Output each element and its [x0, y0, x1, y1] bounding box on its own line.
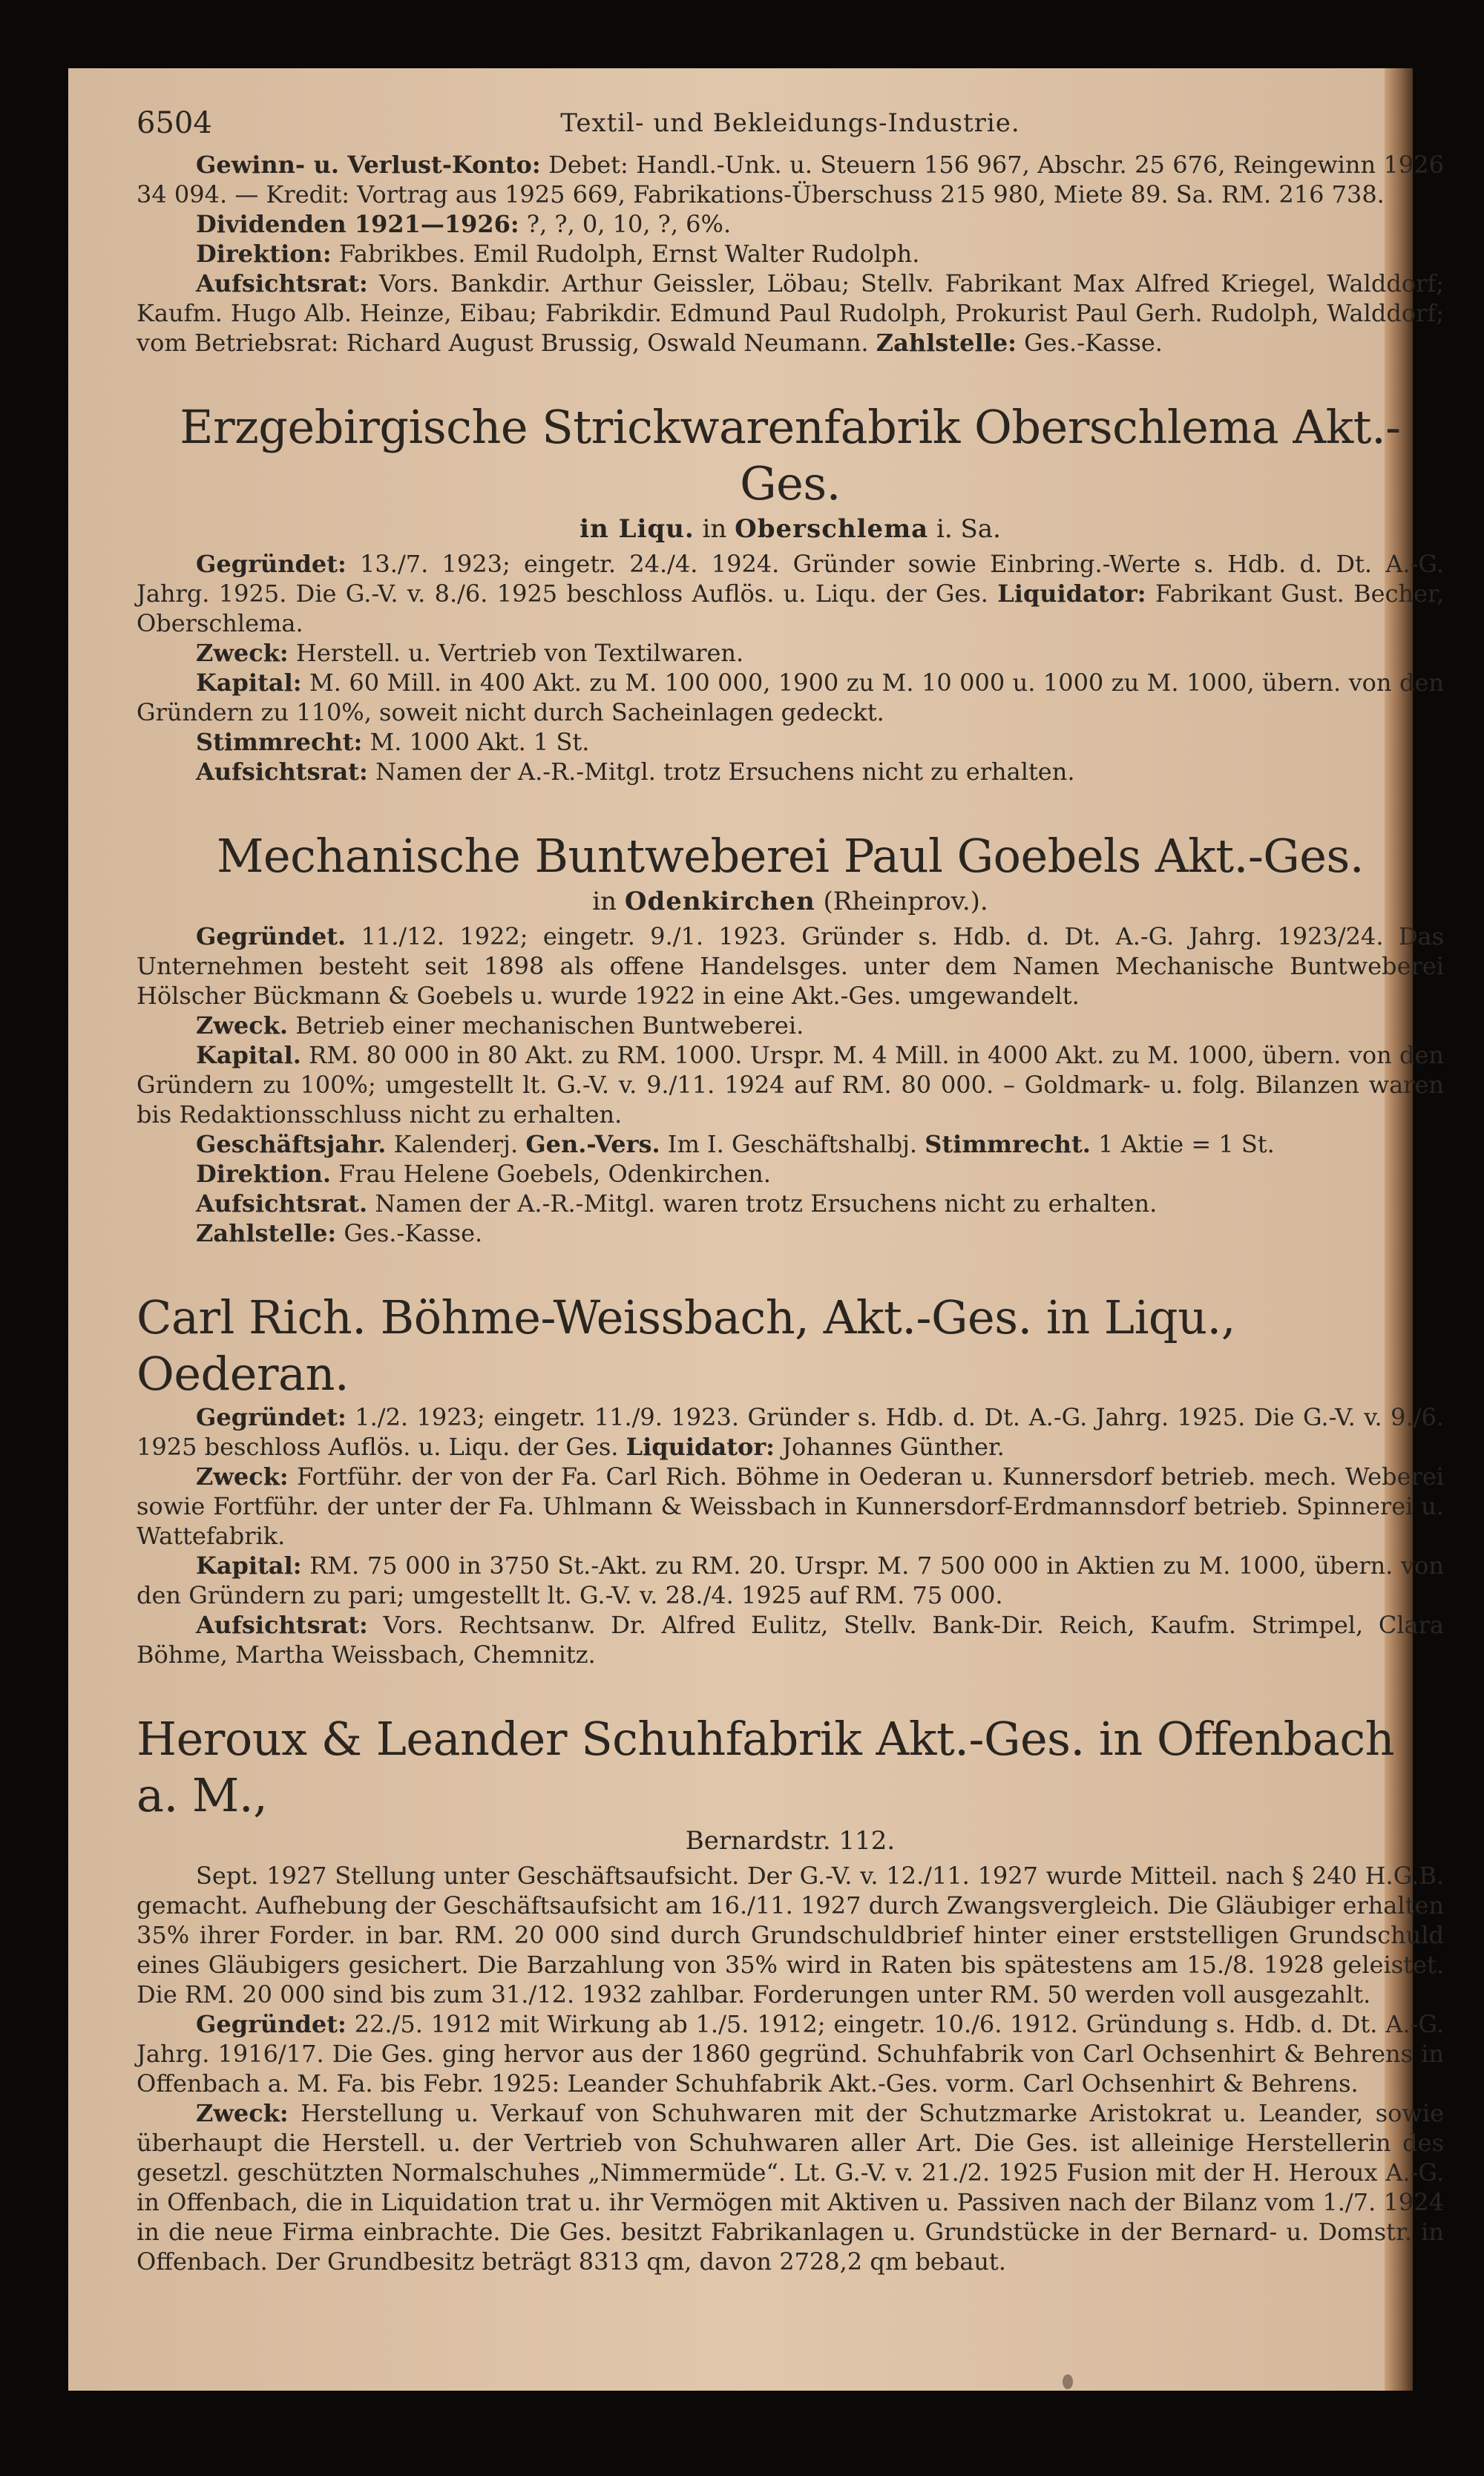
direktion — [137, 239, 1444, 269]
book-page — [68, 68, 1445, 2391]
stimmrecht — [137, 727, 1444, 757]
zweck-text: Fortführ. der von der Fa. Carl Rich. Böhme in Oederan u. Kunnersdorf betrieb. mech. Weberei sowie Fortführ. der unter der Fa. Uhlmann & Weissbach in Kunnersdorf-Erdmannsdorf betrieb. Spinnerei u. Wattefabrik. — [137, 1462, 1444, 1550]
geschaeftsjahr-label: Geschäftsjahr. — [196, 1130, 387, 1158]
direktion-text: Fabrikbes. Emil Rudolph, Ernst Walter Rudolph. — [338, 240, 920, 268]
liquidator-text: Johannes Günther. — [782, 1433, 1005, 1461]
gegruendet — [137, 1402, 1444, 1462]
zweck — [137, 2098, 1444, 2276]
aufsichtsrat — [137, 1189, 1444, 1218]
kapital-label: Kapital: — [196, 669, 302, 697]
entry-heroux-leander — [137, 1711, 1444, 2276]
running-head — [137, 98, 1444, 150]
aufsichtsrat-text: Namen der A.-R.-Mitgl. trotz Ersuchens nicht zu erhalten. — [375, 758, 1075, 786]
entry-continuation — [137, 150, 1444, 358]
stimmrecht-text: M. 1000 Akt. 1 St. — [370, 728, 590, 756]
gegruendet-text: 22./5. 1912 mit Wirkung ab 1./5. 1912; eingetr. 10./6. 1912. Gründung s. Hdb. d. Dt. A.-G. Jahrg. 1916/17. Die Ges. ging hervor aus der 1860 gegründ. Schuhfabrik von Carl Ochsenhirt & Behrens in Offenbach a. M. Fa. bis Febr. 1925: Leander Schuhfabrik Akt.-Ges. vorm. Carl Ochsenhirt & Behrens. — [137, 2010, 1445, 2098]
zahlstelle-text: Ges.-Kasse. — [1024, 329, 1163, 357]
aufsichtsrat-label: Aufsichtsrat: — [196, 1611, 368, 1639]
direktion — [137, 1159, 1444, 1189]
zweck-text: Herstell. u. Vertrieb von Textilwaren. — [295, 639, 744, 667]
liquidator-label: Liquidator: — [626, 1433, 775, 1461]
stimmrecht-label: Stimmrecht: — [196, 728, 363, 756]
zweck-text: Betrieb einer mechanischen Buntweberei. — [295, 1011, 804, 1040]
company-place: Odenkirchen — [624, 887, 815, 916]
page-content — [137, 98, 1444, 2276]
aufsichtsrat-label: Aufsichtsrat. — [196, 1189, 368, 1218]
zahlstelle — [137, 1218, 1444, 1248]
stimmrecht-label: Stimmrecht. — [925, 1130, 1091, 1158]
zweck — [137, 638, 1444, 668]
entry-mechanische-buntweberei — [137, 828, 1444, 1248]
company-name: Heroux & Leander Schuhfabrik Akt.-Ges. in Offenbach a. M., — [137, 1712, 1395, 1822]
kapital — [137, 668, 1444, 727]
dividenden — [137, 209, 1444, 239]
company-subtitle — [137, 512, 1444, 546]
kapital-text: RM. 75 000 in 3750 St.-Akt. zu RM. 20. Urspr. M. 7 500 000 in Aktien zu M. 1000, übern. von den Gründern zu pari; umgestellt lt. G.-V. v. 28./4. 1925 auf RM. 75 000. — [137, 1551, 1445, 1609]
direktion-text: Frau Helene Goebels, Odenkirchen. — [338, 1160, 771, 1188]
gv-konto — [137, 150, 1444, 209]
gegruendet — [137, 922, 1444, 1011]
gegruendet-label: Gegründet: — [196, 2010, 347, 2038]
kapital-text: RM. 80 000 in 80 Akt. zu RM. 1000. Urspr. M. 4 Mill. in 4000 Akt. zu M. 1000, übern. von den Gründern zu 100%; umgestellt lt. G.-V. v. 9./11. 1924 auf RM. 80 000. – Goldmark- u. folg. Bilanzen waren bis Redaktionsschluss nicht zu erhalten. — [137, 1041, 1445, 1129]
zahlstelle-label: Zahlstelle: — [876, 329, 1017, 357]
kapital-label: Kapital. — [196, 1041, 301, 1069]
aufsichtsrat-label: Aufsichtsrat: — [196, 758, 368, 786]
zweck-text: Herstellung u. Verkauf von Schuhwaren mit der Schutzmarke Aristokrat u. Leander, sowie überhaupt die Herstell. u. der Vertrieb von Schuhwaren aller Art. Die Ges. ist alleinige Herstellerin des gesetzl. geschützten Normalschuhes „Nimmermüde“. Lt. G.-V. v. 21./2. 1925 Fusion mit der H. Heroux A.-G. in Offenbach, die in Liquidation trat u. ihr Vermögen mit Aktiven u. Passiven nach der Bilanz vom 1./7. 1924 in die neue Firma einbrachte. Die Ges. besitzt Fabrikanlagen u. Grundstücke in der Bernard- u. Domstr. in Offenbach. Der Grundbesitz beträgt 8313 qm, davon 2728,2 qm bebaut. — [137, 2099, 1445, 2276]
aufsichtsrat-text: Vors. Rechtsanw. Dr. Alfred Eulitz, Stellv. Bank-Dir. Reich, Kaufm. Strimpel, Clara Böhme, Martha Weissbach, Chemnitz. — [137, 1611, 1445, 1669]
kapital — [137, 1551, 1444, 1610]
gegruendet-label: Gegründet: — [196, 1403, 347, 1431]
zweck-label: Zweck: — [196, 2099, 289, 2127]
company-region: i. Sa. — [936, 514, 1001, 544]
entry-erzgebirgische — [137, 399, 1444, 787]
in-word: in — [702, 514, 727, 544]
zweck-label: Zweck: — [196, 639, 289, 667]
company-region: (Rheinprov.). — [823, 887, 988, 916]
gv-konto-label: Gewinn- u. Verlust-Konto: — [196, 151, 541, 179]
entry-carl-rich-boehme — [137, 1290, 1444, 1669]
company-address: Bernardstr. 112. — [685, 1826, 896, 1856]
dividenden-label: Dividenden 1921—1926: — [196, 210, 519, 238]
geschaeftsaufsicht-text: Sept. 1927 Stellung unter Geschäftsaufsicht. Der G.-V. v. 12./11. 1927 wurde Mitteil. nach § 240 H.G.B. gemacht. Aufhebung der Geschäftsaufsicht am 16./11. 1927 durch Zwangsvergleich. Die Gläubiger erhalten 35% ihrer Forder. in bar. RM. 20 000 sind durch Grundschuldbrief hinter einer erststelligen Grundschuld eines Gläubigers gesichert. Die Barzahlung von 35% wird in Raten bis spätestens am 15./8. 1928 geleistet. Die RM. 20 000 sind bis zum 31./12. 1932 zahlbar. Forderungen unter RM. 50 werden voll ausgezahlt. — [137, 1862, 1444, 2009]
direktion-label: Direktion. — [196, 1160, 331, 1188]
company-place: Oberschlema — [735, 514, 929, 544]
zweck-label: Zweck. — [196, 1011, 289, 1040]
geschaeftsjahr — [137, 1129, 1444, 1159]
company-name: Mechanische Buntweberei Paul Goebels Akt.-Ges. — [216, 829, 1365, 883]
aufsichtsrat-text: Namen der A.-R.-Mitgl. waren trotz Ersuchens nicht zu erhalten. — [375, 1189, 1158, 1218]
gegruendet-text: 11./12. 1922; eingetr. 9./1. 1923. Gründer s. Hdb. d. Dt. A.-G. Jahrg. 1923/24. Das Unternehmen besteht seit 1898 als offene Handelsges. unter dem Namen Mechanische Buntweberei Hölscher Bückmann & Goebels u. wurde 1922 in eine Akt.-Ges. umgewandelt. — [137, 922, 1445, 1010]
gegruendet-label: Gegründet: — [196, 550, 347, 578]
aufsichtsrat-text: Vors. Bankdir. Arthur Geissler, Löbau; Stellv. Fabrikant Max Alfred Kriegel, Walddorf; Kaufm. Hugo Alb. Heinze, Eibau; Fabrikdir. Edmund Paul Rudolph, Prokurist Paul Gerh. Rudolph, Walddorf; vom Betriebsrat: Richard August Brussig, Oswald Neumann. — [137, 269, 1445, 357]
zahlstelle-label: Zahlstelle: — [196, 1219, 337, 1247]
kapital-text: M. 60 Mill. in 400 Akt. zu M. 100 000, 1900 zu M. 10 000 u. 1000 zu M. 1000, übern. von den Gründern zu 110%, soweit nicht durch Sacheinlagen gedeckt. — [137, 669, 1445, 726]
dividenden-text: ?, ?, 0, 10, ?, 6%. — [526, 210, 732, 238]
zweck-label: Zweck: — [196, 1462, 289, 1491]
company-name: Erzgebirgische Strickwarenfabrik Oberschlema Akt.-Ges. — [180, 400, 1401, 510]
ink-smudge — [1063, 2374, 1073, 2389]
geschaeftsjahr-text: Kalenderj. — [393, 1130, 519, 1158]
gegruendet — [137, 2009, 1444, 2098]
company-name: Carl Rich. Böhme-Weissbach, Akt.-Ges. in Liqu., Oederan. — [137, 1290, 1235, 1401]
liquidator-text: Fabrikant Gust. Becher, Oberschlema. — [137, 579, 1445, 637]
gegruendet-text: 1./2. 1923; eingetr. 11./9. 1923. Gründer s. Hdb. d. Dt. A.-G. Jahrg. 1925. Die G.-V. v. 9./6. 1925 beschloss Auflös. u. Liqu. der Ges. — [137, 1403, 1445, 1461]
kapital — [137, 1040, 1444, 1129]
in-word: in — [592, 887, 617, 916]
gegruendet — [137, 549, 1444, 638]
aufsichtsrat-label: Aufsichtsrat: — [196, 269, 368, 298]
page-number: 6504 — [137, 106, 212, 140]
stimmrecht-text: 1 Aktie = 1 St. — [1098, 1130, 1275, 1158]
aufsichtsrat — [137, 757, 1444, 787]
zweck — [137, 1011, 1444, 1040]
gegruendet-text: 13./7. 1923; eingetr. 24./4. 1924. Gründer sowie Einbring.-Werte s. Hdb. d. Dt. A.-G. Jahrg. 1925. Die G.-V. v. 8./6. 1925 beschloss Auflös. u. Liqu. der Ges. — [137, 550, 1445, 608]
running-title: Textil- und Bekleidungs-Industrie. — [560, 108, 1020, 138]
aufsichtsrat — [137, 1610, 1444, 1669]
kapital-label: Kapital: — [196, 1551, 302, 1580]
aufsichtsrat — [137, 269, 1444, 358]
zweck — [137, 1462, 1444, 1551]
gen-vers-label: Gen.-Vers. — [525, 1130, 660, 1158]
gv-konto-text: Debet: Handl.-Unk. u. Steuern 156 967, Abschr. 25 676, Reingewinn 1926 34 094. — Kredit: Vortrag aus 1925 669, Fabrikations-Überschuss 215 980, Miete 89. Sa. RM. 216 738. — [137, 151, 1445, 208]
gegruendet-label: Gegründet. — [196, 922, 347, 950]
liquidator-label: Liquidator: — [997, 579, 1146, 608]
zahlstelle-text: Ges.-Kasse. — [344, 1219, 483, 1247]
liqu-label: in Liqu. — [580, 514, 695, 544]
gen-vers-text: Im I. Geschäftshalbj. — [667, 1130, 918, 1158]
direktion-label: Direktion: — [196, 240, 332, 268]
company-subtitle — [137, 884, 1444, 919]
